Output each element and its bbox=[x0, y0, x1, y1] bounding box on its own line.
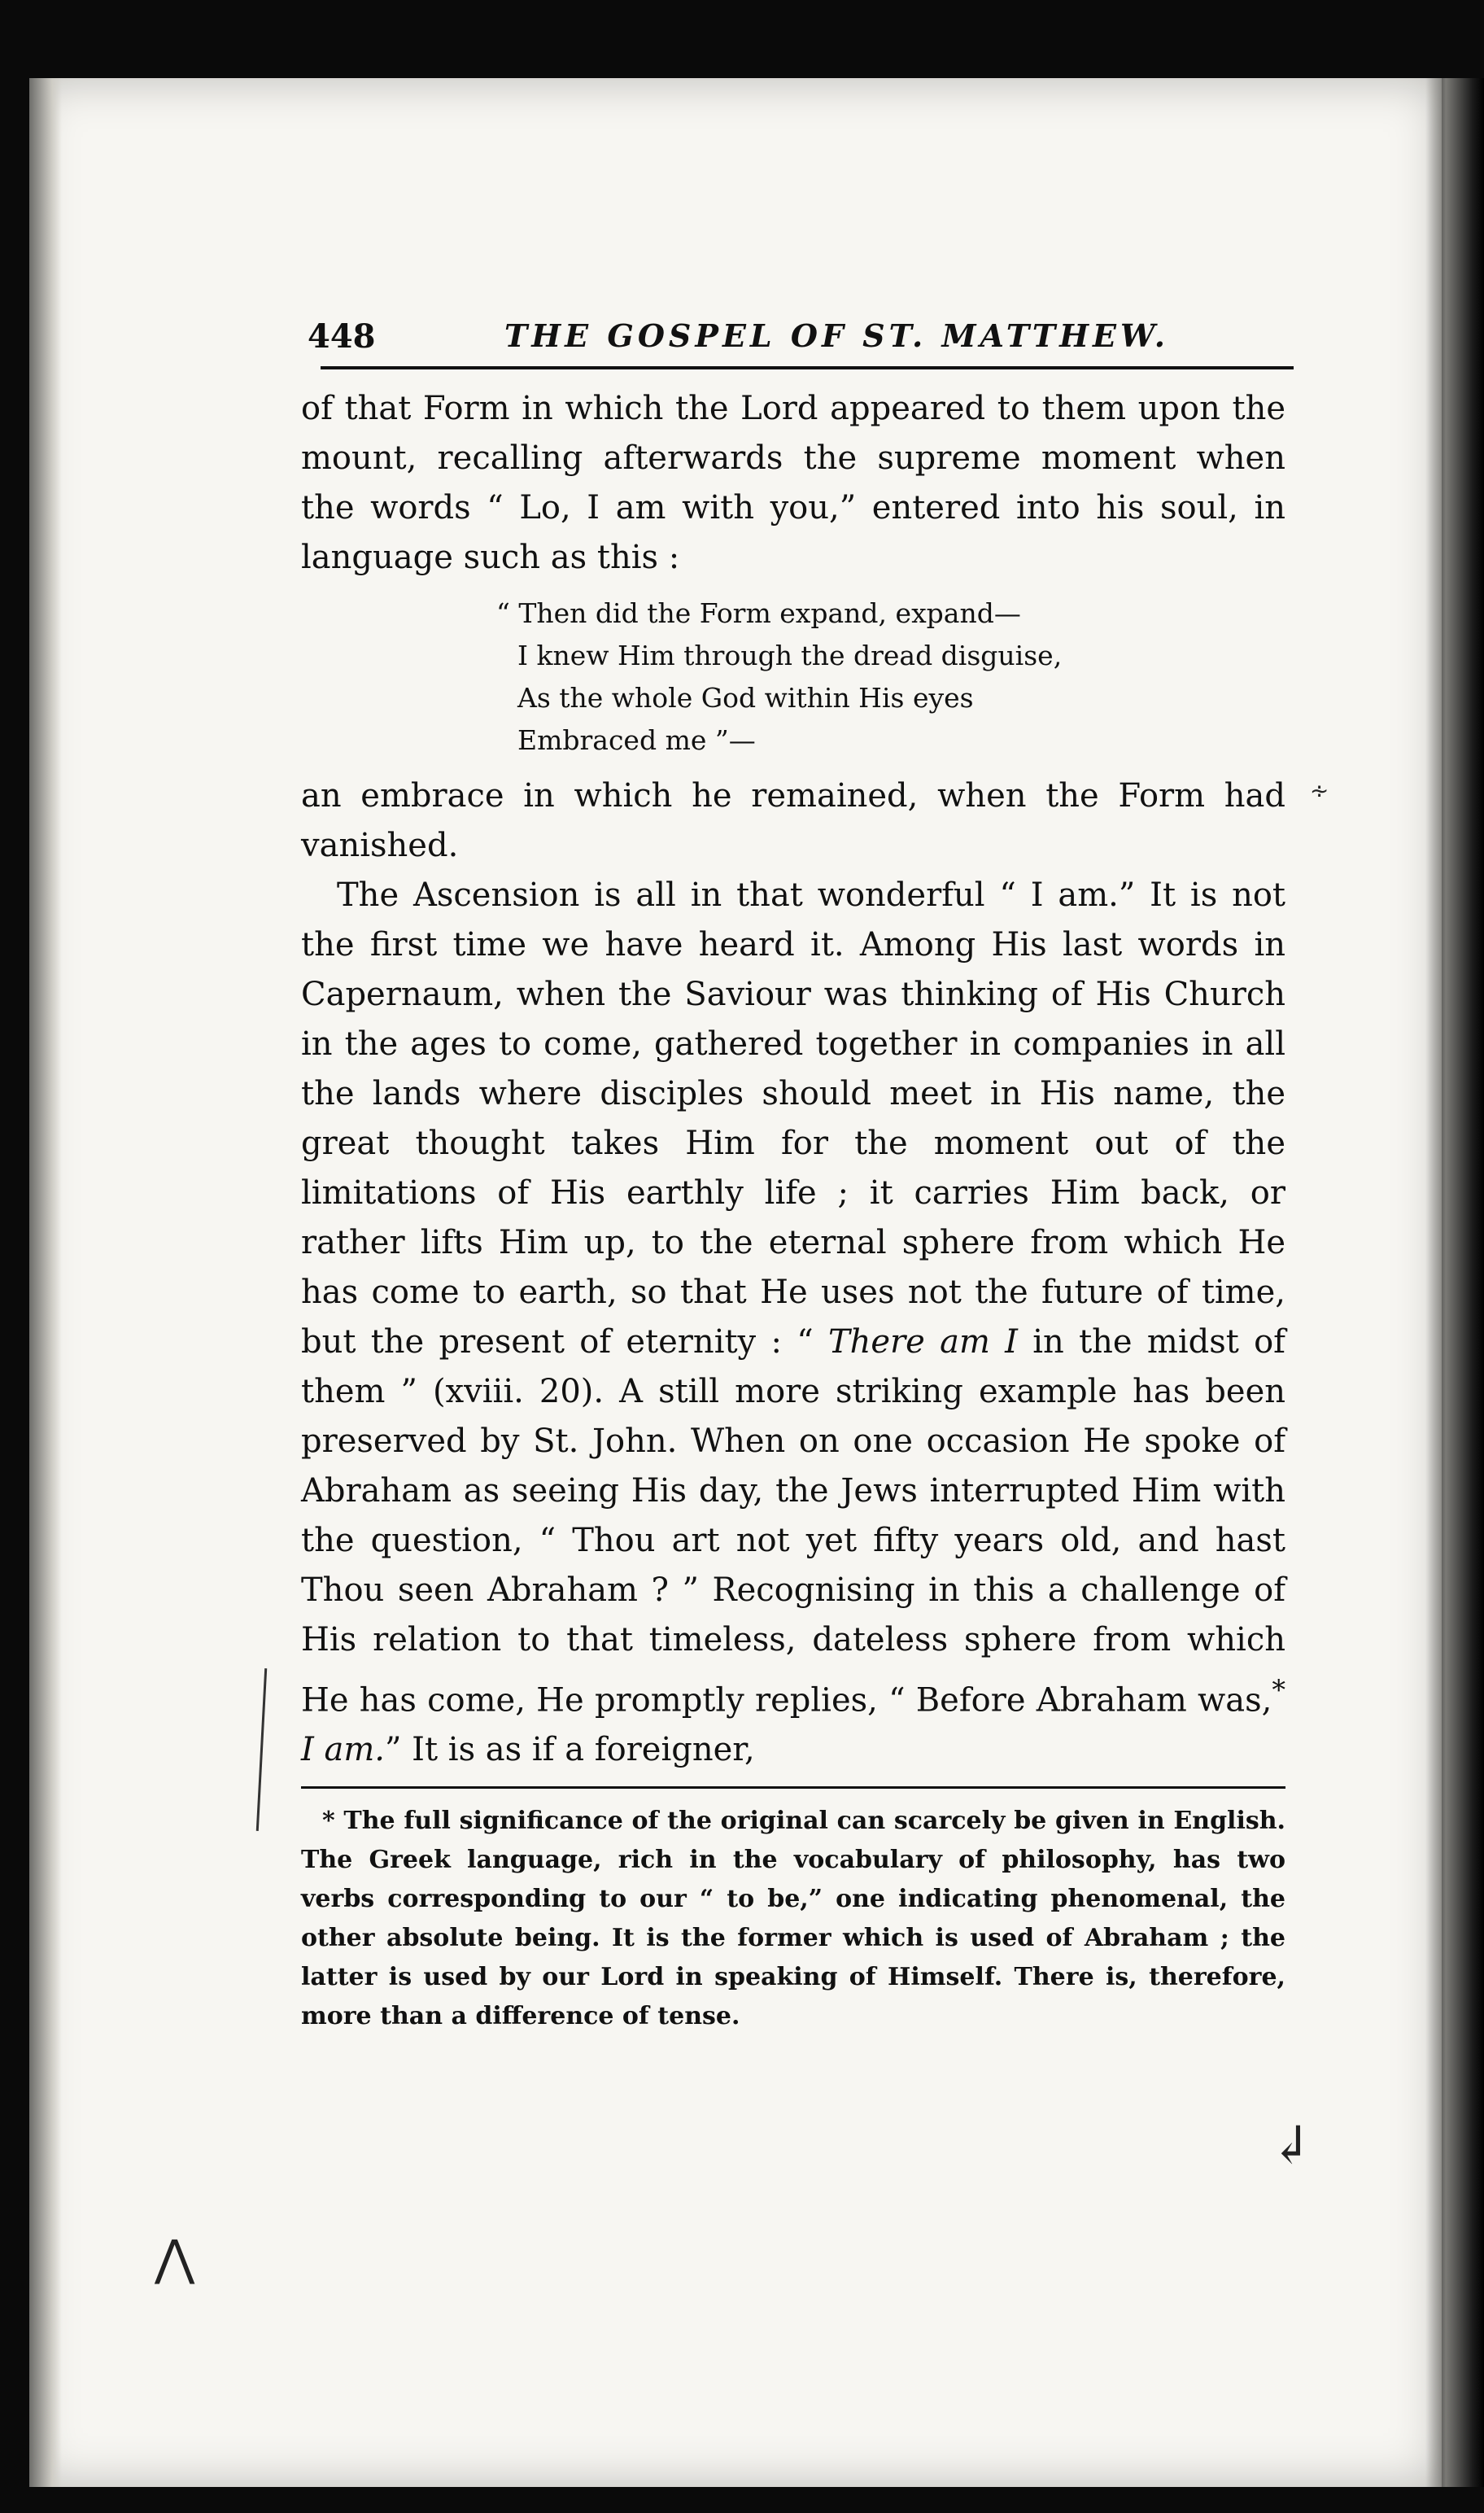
page-binding-shadow bbox=[29, 78, 62, 2487]
verse-line-1: “ Then did the Form expand, expand— bbox=[496, 597, 1021, 629]
verse-line-2: I knew Him through the dread disguise, bbox=[517, 640, 1063, 671]
running-head bbox=[301, 309, 1285, 366]
header-rule bbox=[321, 366, 1294, 369]
paragraph-3-part-1: The Ascension is all in that wonderful “ I am.” It is not the first time we have heard it. Among His last words in Capernaum, when the Saviour was thinking of His Church in the ages to come, gathered together in companies in all the lands where disciples should meet in His name, the great thought takes Him for the moment out of the limitations of His earthly life ; it carries Him back, or rather lifts Him up, to the eternal sphere from which He has come to earth, so that He uses not the future of time, but the present of eternity : “ bbox=[301, 876, 1285, 1361]
paragraph-3-italic-1: There am I bbox=[827, 1323, 1018, 1361]
margin-pencil-mark: ↲ bbox=[1269, 2116, 1313, 2176]
paragraph-3-part-2: in the midst of them ” (xviii. 20). A still more striking example has been preserved by St. John. When on one occasion He spoke of Abraham as seeing His day, the Jews interrupted Him with the question, “ Thou art not yet fifty years old, and hast Thou seen Abraham ? ” Recognising in this a challenge of His relation to that timeless, dateless sphere from which He has come, He promptly replies, “ Before Abraham was, bbox=[301, 1323, 1285, 1720]
paragraph-1: of that Form in which the Lord appeared to them upon the mount, recalling afterwards the supreme moment when the words “ Lo, I am with you,” entered into his soul, in language such as this : bbox=[301, 390, 1285, 576]
page-number: 448 bbox=[308, 317, 376, 356]
margin-smudge-mark: ∻ bbox=[1310, 777, 1329, 804]
margin-caret-mark: ⋀ bbox=[155, 2230, 195, 2287]
verse-line-4: Embraced me ”— bbox=[517, 724, 756, 756]
verse-line-3: As the whole God within His eyes bbox=[517, 682, 974, 714]
page-edge-shadow bbox=[1425, 78, 1484, 2487]
paragraph-3-italic-2: I am. bbox=[301, 1731, 386, 1769]
footnote: * The full significance of the original can scarcely be given in English. The Greek language, rich in the vocabulary of philosophy, has two verbs corresponding to our “ to be,” one indicating phenomenal, the other absolute being. It is the former which is used of Abraham ; the latter is used by our Lord in speaking of Himself. There is, therefore, more than a difference of tense. bbox=[301, 1807, 1285, 2031]
running-title: THE GOSPEL OF ST. MATTHEW. bbox=[504, 317, 1169, 354]
paragraph-3 bbox=[301, 871, 1285, 1775]
page-content bbox=[301, 309, 1285, 2036]
footnote-rule bbox=[301, 1786, 1285, 1789]
footnote-marker: * bbox=[1272, 1674, 1285, 1706]
paragraph-3-part-3: ” It is as if a foreigner, bbox=[385, 1731, 755, 1769]
verse-quotation bbox=[496, 592, 1285, 762]
paragraph-2: an embrace in which he remained, when the Form had vanished. bbox=[301, 777, 1285, 864]
